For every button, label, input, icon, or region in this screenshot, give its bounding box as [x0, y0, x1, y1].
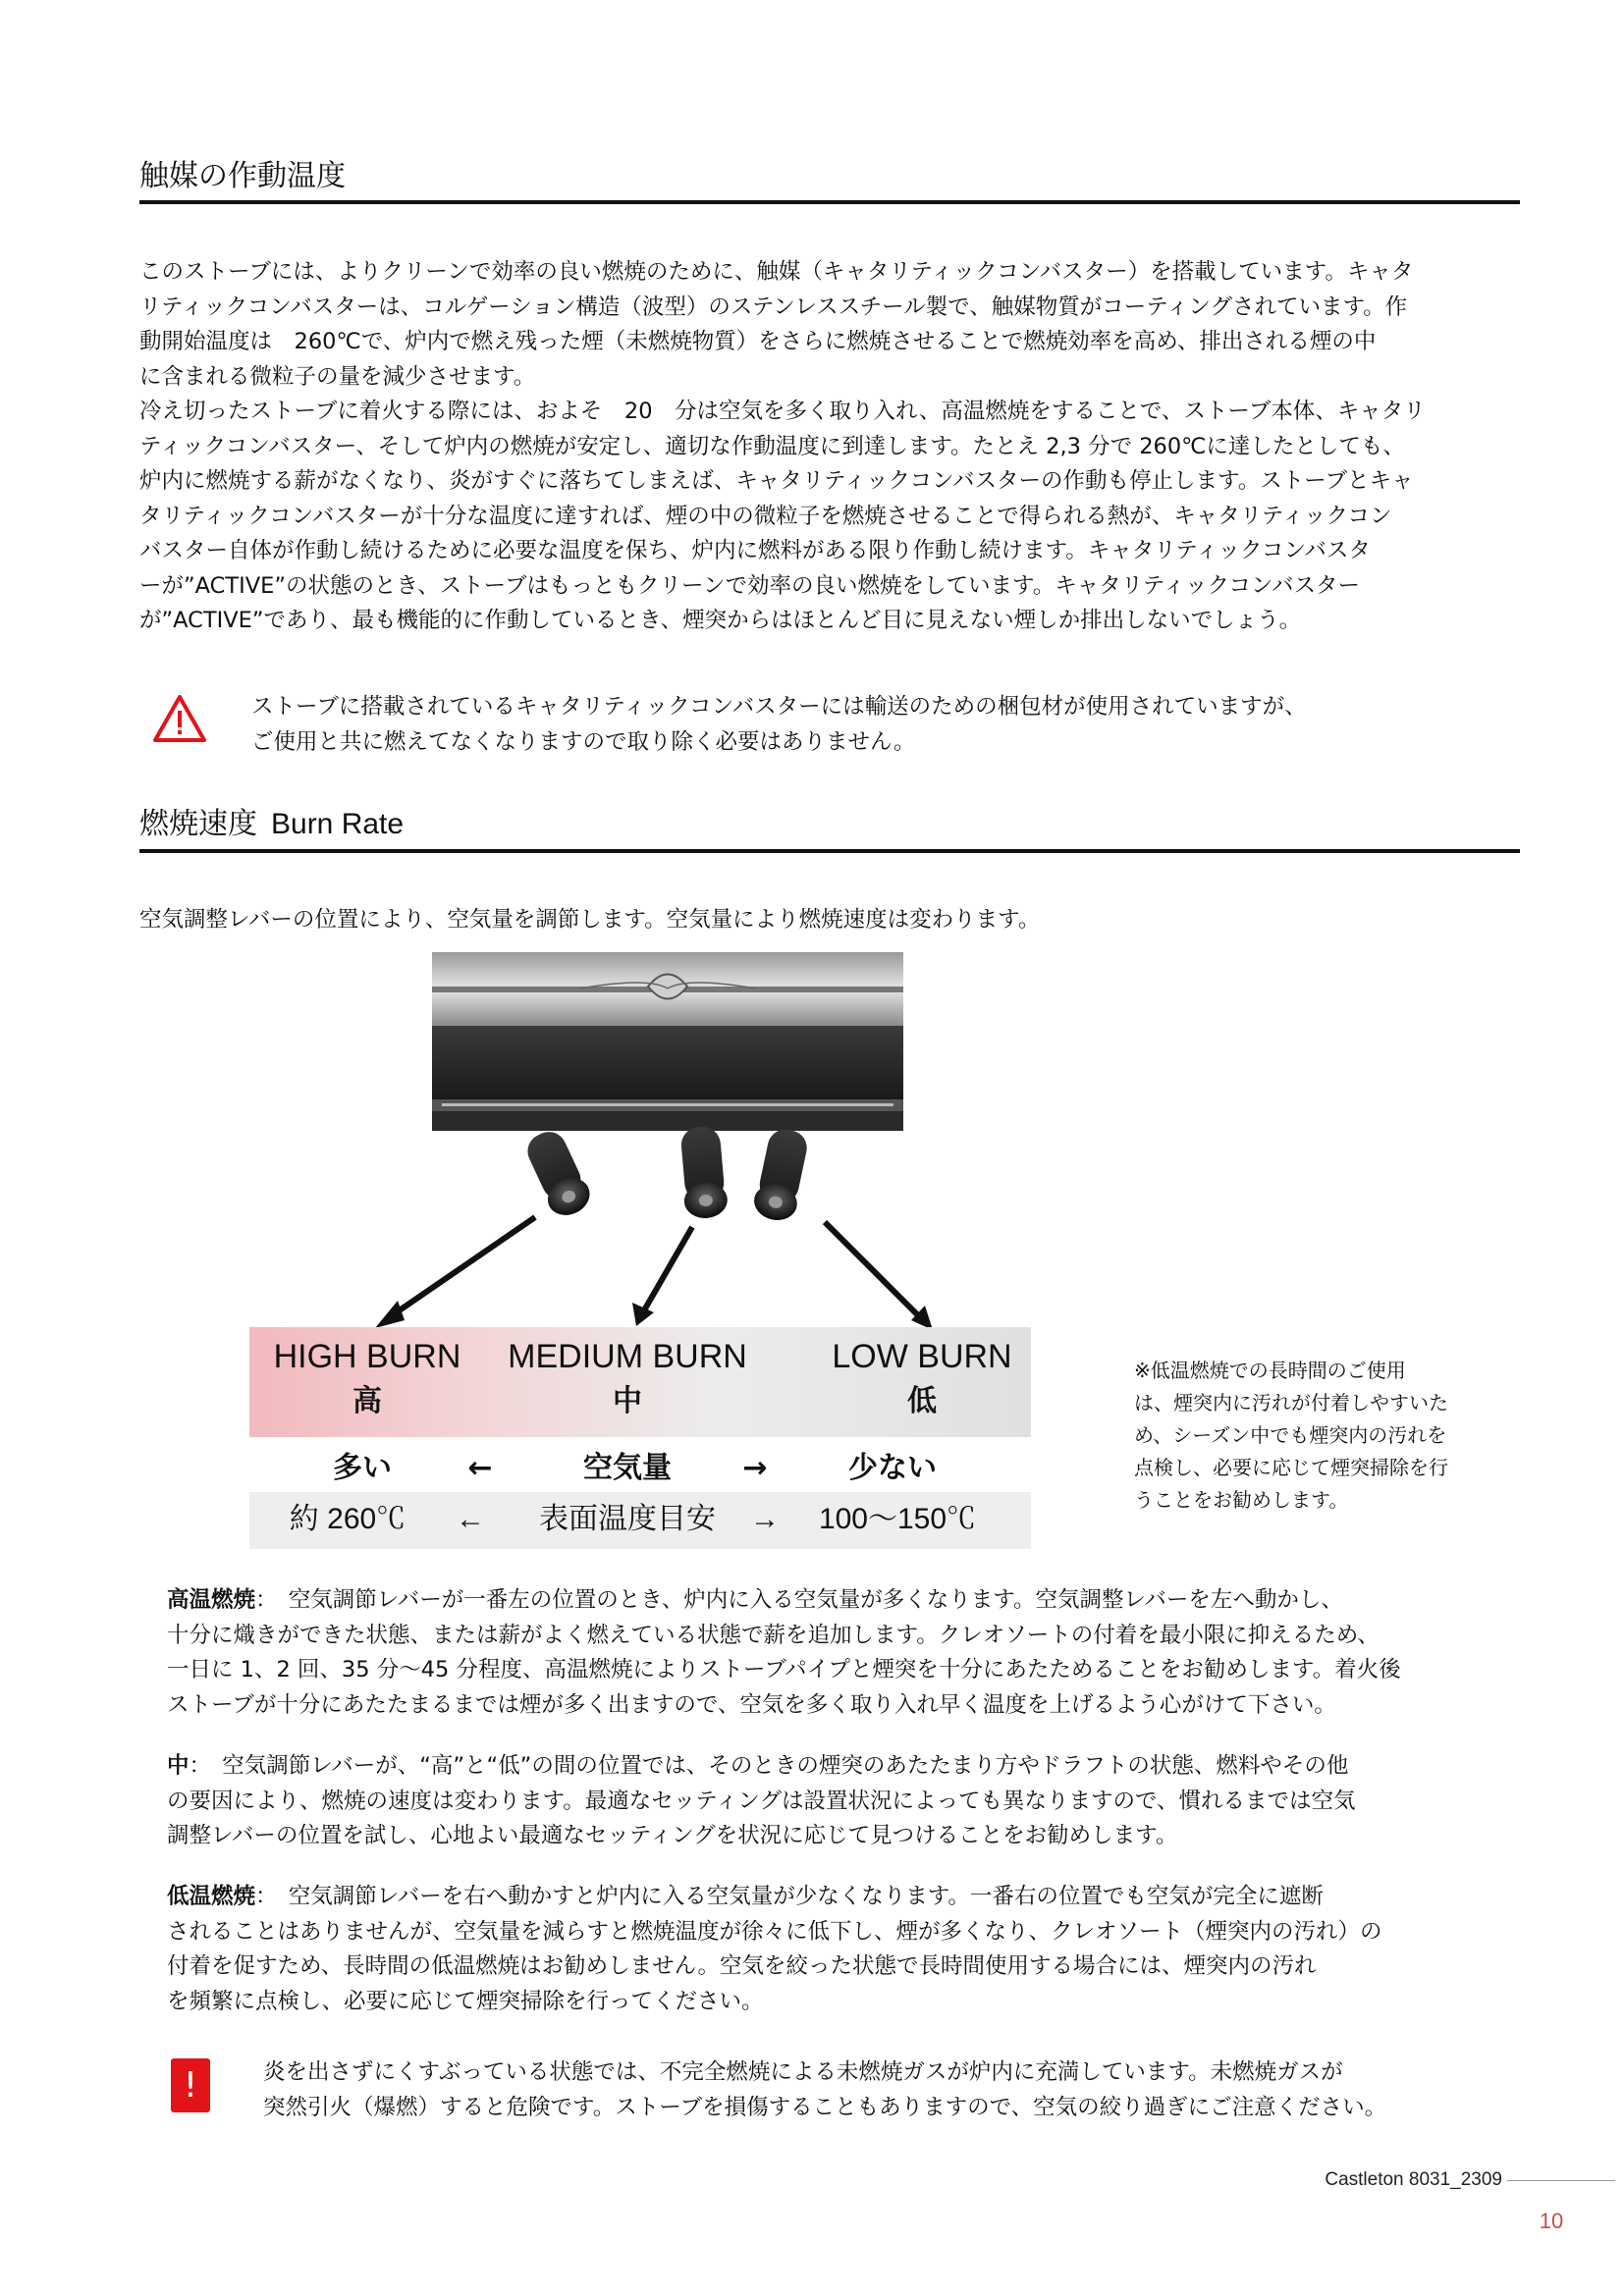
- air-amount-label: 空気量: [583, 1451, 672, 1485]
- paragraph-line: 動開始温度は 260℃で、炉内で燃え残った煙（未燃焼物質）をさらに燃焼させることで燃焼効率を高め、排出される煙の中: [139, 329, 1377, 354]
- warning-triangle-icon: [152, 694, 207, 743]
- paragraph-line: に含まれる微粒子の量を減少させます。: [139, 363, 536, 390]
- footer-divider: [1507, 2180, 1615, 2181]
- high-burn-label: HIGH BURN: [273, 1338, 461, 1375]
- section-rule: [139, 200, 1520, 204]
- section-title-catalyst: 触媒の作動温度: [139, 159, 346, 193]
- section-rule: [139, 849, 1520, 853]
- warning-line: ストーブに搭載されているキャタリティックコンバスターには輸送のための梱包材が使用されていますが、: [251, 694, 1307, 720]
- paragraph-line: タリティックコンバスターが十分な温度に達すれば、煙の中の微粒子を燃焼させることで得られる熱が、キャタリティックコン: [139, 503, 1392, 529]
- smoldering-alert: [263, 2056, 1386, 2125]
- surface-temp-row: [249, 1492, 1031, 1549]
- arrow-right-icon: →: [750, 1503, 780, 1535]
- low-burn-note: [1134, 1355, 1517, 1517]
- air-less: 少ない: [848, 1451, 937, 1485]
- arrow-left-icon: ←: [456, 1503, 485, 1535]
- paragraph-line: 冷え切ったストーブに着火する際には、およそ 20 分は空気を多く取り入れ、高温燃焼をすることで、ストーブ本体、キャタリ: [139, 399, 1426, 424]
- catalyst-warning: [251, 690, 1307, 760]
- medium-burn-term: 中: [167, 1753, 189, 1779]
- low-burn-label: LOW BURN: [832, 1338, 1012, 1375]
- page-number: 10: [1539, 2209, 1564, 2233]
- alert-line: 突然引火（爆燃）すると危険です。ストーブを損傷することもありますので、空気の絞り過ぎにご注意ください。: [263, 2094, 1387, 2120]
- burn-rate-intro: 空気調整レバーの位置により、空気量を調節します。空気量により燃焼速度は変わります。: [139, 907, 1041, 933]
- high-burn-paragraph: 高温燃焼： 空気調節レバーが一番左の位置のとき、炉内に入る空気量が多くなります。空気調整レバーを左へ動かし、 十分に熾きができた状態、または薪がよく燃えている状態で薪を追加します。クレオソートの付着を最小限に抑えるため、 一日に 1、2 回、35 分～45 分程度、高温燃焼によりストーブパイプと煙突を十分にあたためることをお勧めします。着火後 ストーブが十分にあたたまるまでは煙が多く出ますので、空気を多く取り入れ早く温度を上げるよう心がけて下さい。: [167, 1587, 1401, 1718]
- low-burn-paragraph: 低温燃焼： 空気調節レバーを右へ動かすと炉内に入る空気量が少なくなります。一番右の位置でも空気が完全に遮断 されることはありませんが、空気量を減らすと燃焼温度が徐々に低下し、煙が多くなり、クレオソート（煙突内の汚れ）の 付着を促すため、長時間の低温燃焼はお勧めしません。空気を絞った状態で長時間使用する場合には、煙突内の汚れ を頻繁に点検し、必要に応じて煙突掃除を行ってください。: [167, 1884, 1382, 2014]
- catalyst-paragraph: [139, 255, 1524, 639]
- exclamation-alert-icon: !: [171, 2058, 210, 2112]
- note-line: め、シーズン中でも煙突内の汚れを: [1134, 1423, 1447, 1447]
- note-line: うことをお勧めします。: [1134, 1488, 1349, 1512]
- temp-low: 100～150℃: [818, 1503, 977, 1535]
- surface-temp-label: 表面温度目安: [539, 1503, 716, 1535]
- high-burn-jp: 高: [352, 1384, 382, 1418]
- note-line: は、煙突内に汚れが付着しやすいた: [1134, 1391, 1448, 1415]
- paragraph-line: ティックコンバスター、そして炉内の燃焼が安定し、適切な作動温度に到達します。たとえ 2,3 分で 260℃に達したとしても、: [139, 433, 1405, 459]
- footer-brand: Castleton 8031_2309: [1325, 2169, 1502, 2190]
- paragraph-line: バスター自体が作動し続けるために必要な温度を保ち、炉内に燃料がある限り作動し続けます。キャタリティックコンバスタ: [139, 538, 1371, 563]
- low-burn-term: 低温燃焼: [167, 1884, 256, 1909]
- paragraph-line: が”ACTIVE”であり、最も機能的に作動しているとき、煙突からはほとんど目に見えない煙しか排出しないでしょう。: [139, 608, 1302, 633]
- alert-line: 炎を出さずにくすぶっている状態では、不完全燃焼による未燃焼ガスが炉内に充満しています。未燃焼ガスが: [263, 2059, 1343, 2085]
- high-burn-term: 高温燃焼: [167, 1587, 256, 1613]
- temp-high: 約 260℃: [289, 1503, 406, 1535]
- arrow-right-icon: →: [742, 1451, 768, 1485]
- medium-burn-label: MEDIUM BURN: [508, 1338, 747, 1375]
- burn-level-row: [249, 1327, 1031, 1437]
- section-title-burn-rate: 燃焼速度 Burn Rate: [139, 807, 405, 841]
- air-more: 多い: [333, 1451, 392, 1485]
- air-lever-illustration: [353, 947, 1041, 1340]
- note-line: ※低温燃焼での長時間のご使用: [1134, 1359, 1406, 1382]
- paragraph-line: 炉内に燃焼する薪がなくなり、炎がすぐに落ちてしまえば、キャタリティックコンバスターの作動も停止します。ストーブとキャ: [139, 468, 1414, 494]
- note-line: 点検し、必要に応じて煙突掃除を行: [1134, 1456, 1448, 1479]
- warning-line: ご使用と共に燃えてなくなりますので取り除く必要はありません。: [251, 728, 916, 755]
- medium-burn-jp: 中: [613, 1384, 642, 1418]
- medium-burn-paragraph: 中： 空気調節レバーが、“高”と“低”の間の位置では、そのときの煙突のあたたまり方やドラフトの状態、燃料やその他 の要因により、燃焼の速度は変わります。最適なセッティングは設置状況によっても異なりますので、慣れるまでは空気 調整レバーの位置を試し、心地よい最適なセッティングを状況に応じて見つけることをお勧めします。: [167, 1753, 1356, 1848]
- arrow-left-icon: ←: [467, 1451, 493, 1485]
- paragraph-line: ーが”ACTIVE”の状態のとき、ストーブはもっともクリーンで効率の良い燃焼をしています。キャタリティックコンバスター: [139, 572, 1360, 599]
- low-burn-jp: 低: [907, 1384, 937, 1418]
- paragraph-line: リティックコンバスターは、コルゲーション構造（波型）のステンレススチール製で、触媒物質がコーティングされています。作: [139, 294, 1408, 320]
- paragraph-line: このストーブには、よりクリーンで効率の良い燃焼のために、触媒（キャタリティックコンバスター）を搭載しています。キャタ: [139, 259, 1414, 285]
